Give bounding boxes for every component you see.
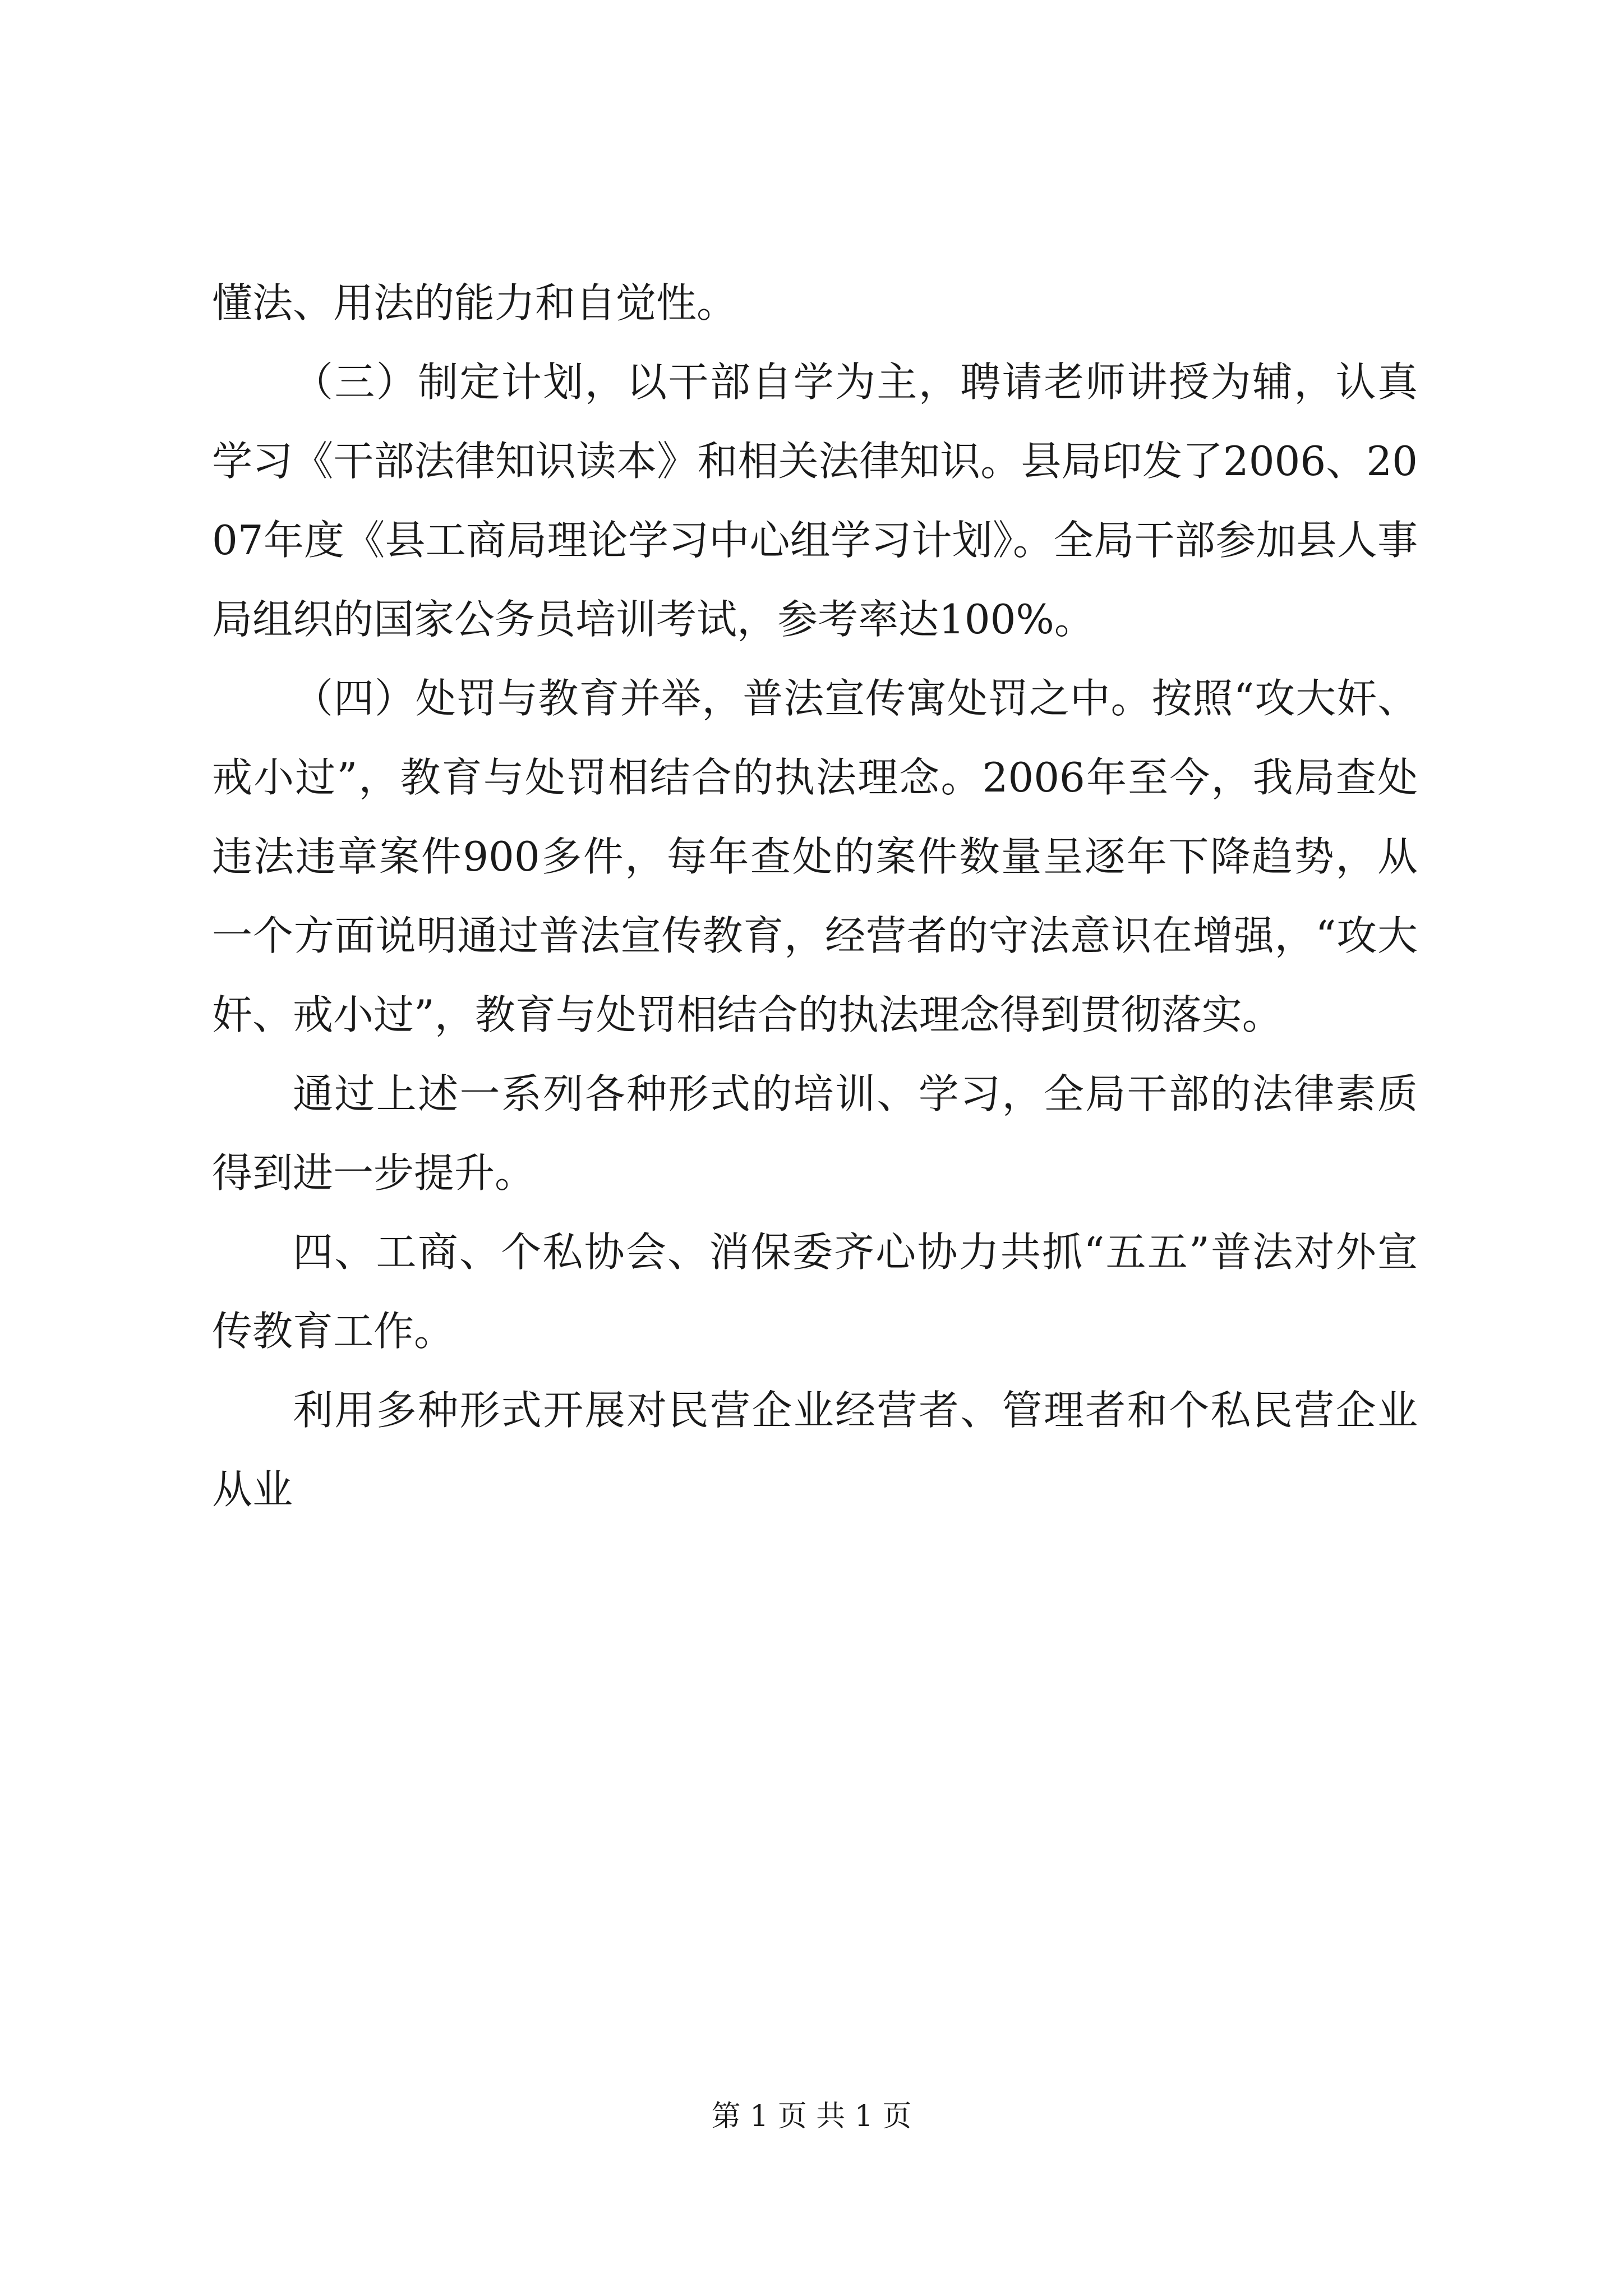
paragraph-6: 利用多种形式开展对民营企业经营者、管理者和个私民营企业从业 bbox=[212, 1387, 1418, 1513]
paragraph-5: 四、工商、个私协会、消保委齐心协力共抓“五五”普法对外宣传教育工作。 bbox=[212, 1228, 1418, 1355]
paragraph-4: 通过上述一系列各种形式的培训、学习，全局干部的法律素质得到进一步提升。 bbox=[212, 1070, 1418, 1197]
paragraph-1: 懂法、用法的能力和自觉性。 bbox=[212, 279, 737, 326]
document-body bbox=[212, 264, 1418, 1529]
page-footer: 第 1 页 共 1 页 bbox=[711, 2100, 912, 2133]
paragraph-2: （三）制定计划，以干部自学为主，聘请老师讲授为辅，认真学习《干部法律知识读本》和相关法律知识。县局印发了2006、2007年度《县工商局理论学习中心组学习计划》。全局干部参加县人事局组织的国家公务员培训考试，参考率达100%。 bbox=[212, 358, 1418, 643]
paragraph-3: （四）处罚与教育并举，普法宣传寓处罚之中。按照“攻大奸、戒小过”，教育与处罚相结合的执法理念。2006年至今，我局查处违法违章案件900多件，每年查处的案件数量呈逐年下降趋势，从一个方面说明通过普法宣传教育，经营者的守法意识在增强，“攻大奸、戒小过”，教育与处罚相结合的执法理念得到贯彻落实。 bbox=[212, 675, 1418, 1038]
